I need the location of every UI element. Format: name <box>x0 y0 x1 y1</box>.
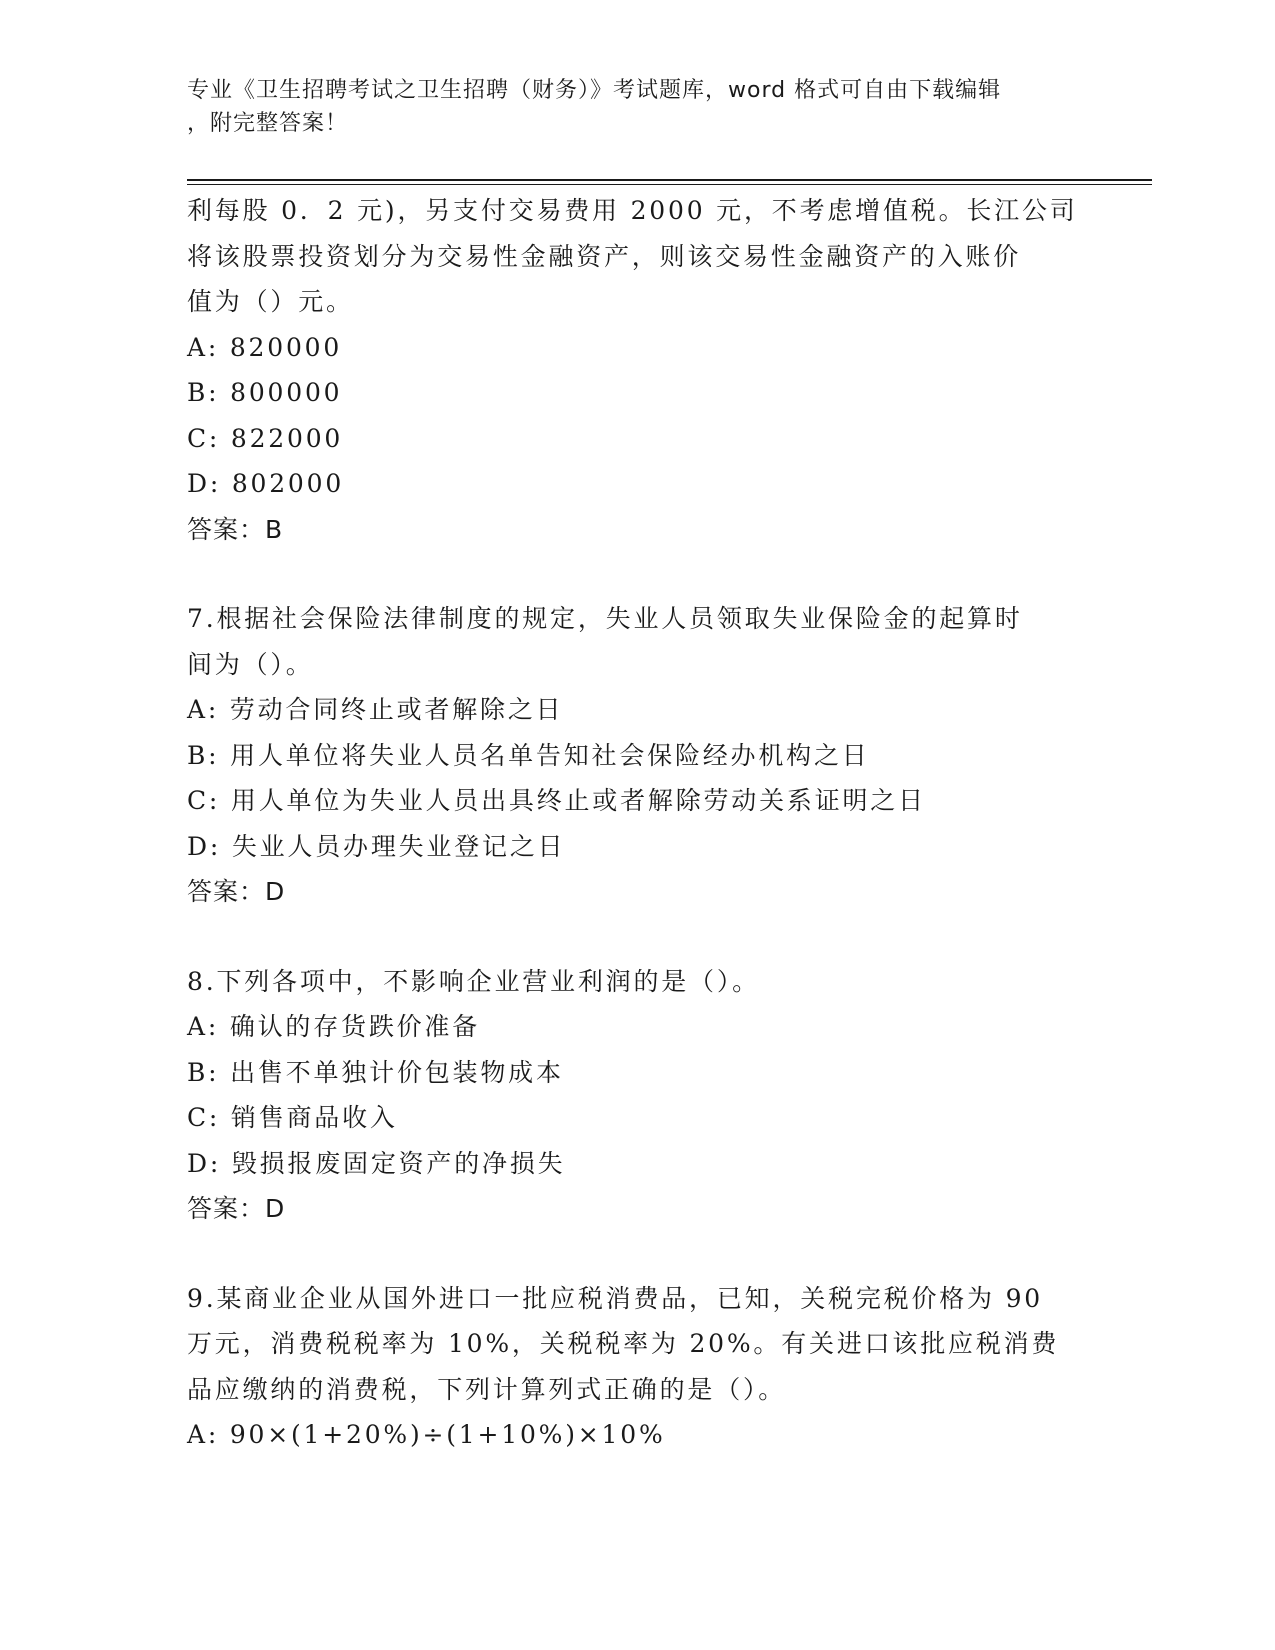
answer: 答案：B <box>187 514 284 544</box>
question-text-line: 利每股 0．2 元)，另支付交易费用 2000 元，不考虑增值税。长江公司 <box>187 196 1078 225</box>
question-text-line: 万元，消费税税率为 10%，关税税率为 20%。有关进口该批应税消费 <box>187 1329 1060 1358</box>
option-b: B: 出售不单独计价包装物成本 <box>187 1057 564 1087</box>
question-7 <box>187 596 1087 915</box>
header-divider-thin <box>187 184 1152 185</box>
question-list <box>187 188 1087 1458</box>
option-b: B: 800000 <box>187 378 343 407</box>
header-line-2: ，附完整答案！ <box>187 111 349 136</box>
header-line-1: 专业《卫生招聘考试之卫生招聘（财务）》考试题库，word 格式可自由下载编辑 <box>187 78 1002 103</box>
question-8 <box>187 959 1087 1232</box>
answer: 答案：D <box>187 877 286 906</box>
option-b: B: 用人单位将失业人员名单告知社会保险经办机构之日 <box>187 740 870 770</box>
option-a: A: 820000 <box>187 332 343 362</box>
question-text-line: 9.某商业企业从国外进口一批应税消费品，已知，关税完税价格为 90 <box>187 1283 1044 1313</box>
header-divider-thick <box>187 179 1152 181</box>
question-text-line: 7.根据社会保险法律制度的规定，失业人员领取失业保险金的起算时 <box>187 604 1023 633</box>
option-a: A: 确认的存货跌价准备 <box>187 1012 481 1041</box>
option-c: C: 销售商品收入 <box>187 1103 398 1132</box>
question-text-line: 品应缴纳的消费税，下列计算列式正确的是（）。 <box>187 1374 787 1404</box>
option-d: D: 802000 <box>187 469 345 498</box>
answer: 答案：D <box>187 1194 286 1223</box>
question-9 <box>187 1276 1087 1458</box>
question-text-line: 将该股票投资划分为交易性金融资产，则该交易性金融资产的入账价 <box>187 241 1022 271</box>
option-a: A: 90×(1+20%)÷(1+10%)×10% <box>187 1420 666 1449</box>
question-6 <box>187 188 1087 552</box>
option-c: C: 822000 <box>187 423 344 453</box>
option-a: A: 劳动合同终止或者解除之日 <box>187 695 564 724</box>
option-c: C: 用人单位为失业人员出具终止或者解除劳动关系证明之日 <box>187 786 926 815</box>
option-d: D: 失业人员办理失业登记之日 <box>187 831 566 861</box>
question-text-line: 8.下列各项中，不影响企业营业利润的是（）。 <box>187 966 760 996</box>
document-header <box>187 74 1067 140</box>
question-text-line: 间为（）。 <box>187 649 314 679</box>
option-d: D: 毁损报废固定资产的净损失 <box>187 1148 566 1178</box>
question-text-line: 值为（）元。 <box>187 287 354 316</box>
